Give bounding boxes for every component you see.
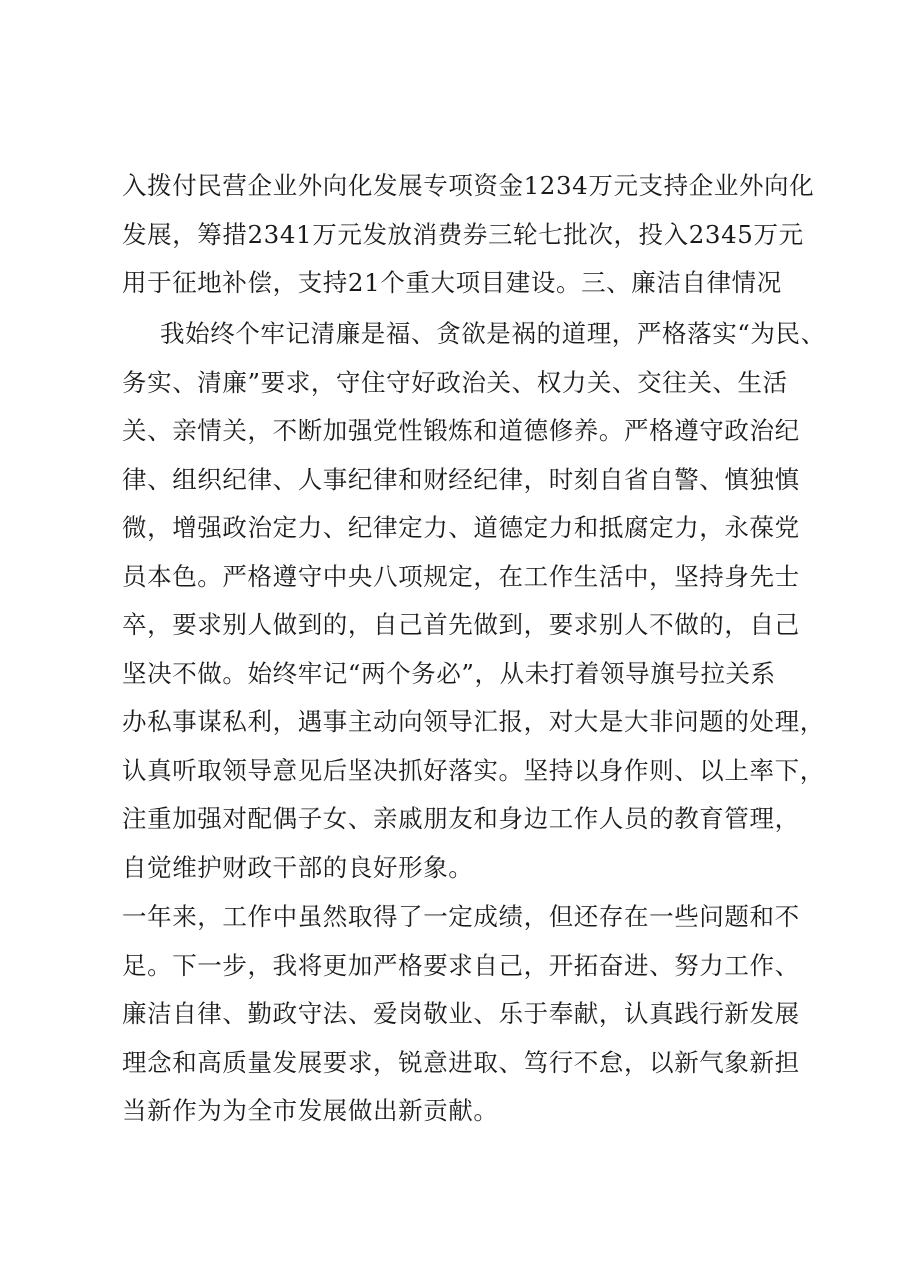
text-line: 自觉维护财政干部的良好形象。 [122,852,474,882]
text-line: 一年来，工作中虽然取得了一定成绩，但还存在一些问题和不 [122,902,800,931]
text-line: 入拨付民营企业外向化发展专项资金1234万元支持企业外向化 [122,171,815,200]
text-line: 员本色。严格遵守中央八项规定，在工作生活中，坚持身先士 [122,561,800,591]
text-line: 理念和高质量发展要求，锐意进取、笃行不怠，以新气象新担 [122,1047,800,1077]
paragraph-conclusion [122,893,822,1136]
text-line: 坚决不做。始终牢记“两个务必”，从未打着领导旗号拉关系 [122,658,776,688]
text-line: 注重加强对配偶子女、亲戚朋友和身边工作人员的教育管理， [122,804,800,833]
text-line: 卒，要求别人做到的，自己首先做到，要求别人不做的，自己 [122,610,800,639]
text-line: 律、组织纪律、人事纪律和财经纪律，时刻自省自警、慎独慎 [122,464,800,494]
text-line: 微，增强政治定力、纪律定力、道德定力和抵腐定力，永葆党 [122,513,800,542]
text-line: 当新作为为全市发展做出新贡献。 [122,1096,499,1125]
paragraph-integrity [122,310,826,892]
text-line: 廉洁自律、勤政守法、爱岗敬业、乐于奉献，认真践行新发展 [122,999,800,1028]
text-line: 认真听取领导意见后坚决抓好落实。坚持以身作则、以上率下， [122,755,825,785]
text-line: 我始终个牢记清廉是福、贪欲是祸的道理，严格落实“为民、 [160,319,826,348]
text-line: 发展，筹措2341万元发放消费券三轮七批次，投入2345万元 [122,219,804,249]
text-line: 关、亲情关，不断加强党性锻炼和道德修养。严格遵守政治纪 [122,416,800,445]
text-line: 足。下一步，我将更加严格要求自己，开拓奋进、努力工作、 [122,950,800,980]
text-line: 用于征地补偿，支持21个重大项目建设。三、廉洁自律情况 [122,268,782,297]
text-line: 办私事谋私利，遇事主动向领导汇报，对大是大非问题的处理， [122,707,825,736]
text-line: 务实、清廉”要求，守住守好政治关、权力关、交往关、生活 [122,367,788,397]
paragraph-funding [122,162,822,308]
